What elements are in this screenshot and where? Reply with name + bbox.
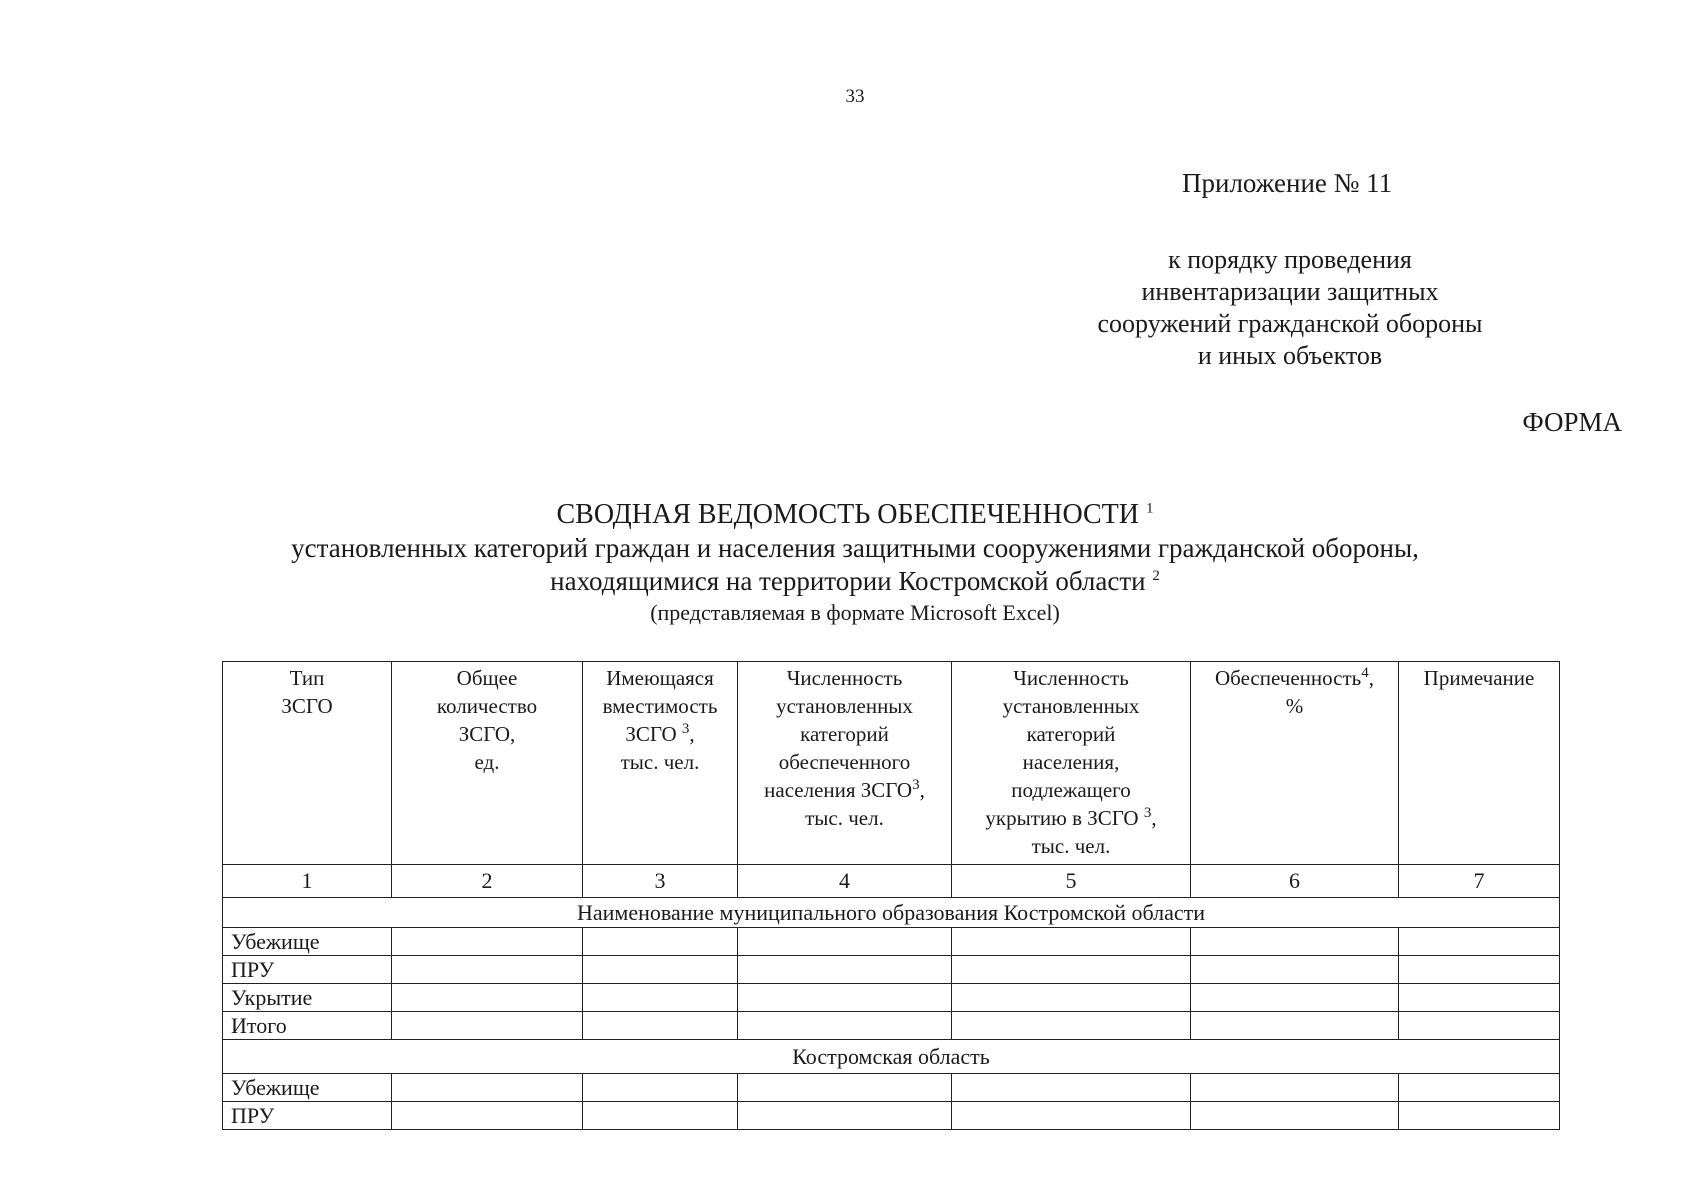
column-number: 2 — [392, 865, 583, 898]
table-cell — [738, 956, 952, 984]
row-label: Убежище — [223, 1074, 392, 1102]
header-text: населения, — [1022, 750, 1120, 774]
header-provision-percent — [1191, 662, 1399, 865]
table-cell — [583, 1012, 738, 1040]
row-label: Укрытие — [223, 984, 392, 1012]
header-total-count — [392, 662, 583, 865]
header-text: тыс. чел. — [620, 750, 700, 774]
table-cell — [1191, 1102, 1399, 1130]
appendix-reference — [1030, 244, 1550, 372]
document-title-block — [0, 498, 1692, 628]
header-text — [1195, 664, 1394, 692]
header-text: Численность — [1013, 666, 1129, 690]
table-cell — [1191, 1012, 1399, 1040]
header-text: Численность — [786, 666, 903, 690]
section-header-row — [223, 898, 1560, 928]
page-number: 33 — [845, 86, 865, 107]
table-cell — [1399, 928, 1560, 956]
header-text: ед. — [474, 750, 500, 774]
header-text: Общее — [456, 666, 518, 690]
header-provided-population — [738, 662, 952, 865]
header-text: Примечание — [1423, 666, 1535, 690]
section-title: Наименование муниципального образования Костромской области — [223, 898, 1560, 928]
table-cell — [392, 1074, 583, 1102]
header-text: Тип — [289, 666, 325, 690]
table-cell — [1191, 1074, 1399, 1102]
header-text-part: , — [1151, 806, 1157, 830]
footnote-marker: 3 — [681, 721, 690, 737]
header-text — [587, 720, 733, 748]
table-row — [223, 956, 1560, 984]
table-cell — [952, 984, 1191, 1012]
document-title-text: СВОДНАЯ ВЕДОМОСТЬ ОБЕСПЕЧЕННОСТИ — [556, 499, 1140, 530]
table-row — [223, 1102, 1560, 1130]
table-cell — [952, 1012, 1191, 1040]
column-number: 6 — [1191, 865, 1399, 898]
column-number: 3 — [583, 865, 738, 898]
column-number: 7 — [1399, 865, 1560, 898]
document-title — [0, 498, 1692, 532]
column-number: 4 — [738, 865, 952, 898]
header-text: ЗСГО, — [458, 722, 516, 746]
table-cell — [1399, 984, 1560, 1012]
column-number: 1 — [223, 865, 392, 898]
header-capacity — [583, 662, 738, 865]
table-header-row — [223, 662, 1560, 865]
header-text: тыс. чел. — [1031, 834, 1111, 858]
table-row — [223, 928, 1560, 956]
header-text: категорий — [1026, 722, 1116, 746]
header-text: категорий — [800, 722, 889, 746]
table-cell — [392, 1102, 583, 1130]
footnote-marker: 3 — [912, 777, 920, 793]
document-subtitle-text: находящимися на территории Костромской области — [550, 566, 1146, 596]
header-text-part: ЗСГО — [625, 722, 677, 746]
header-text: % — [1285, 694, 1304, 718]
table-cell — [583, 928, 738, 956]
table-cell — [1191, 956, 1399, 984]
header-text-part: , — [689, 722, 695, 746]
header-note — [1399, 662, 1560, 865]
table-cell — [583, 984, 738, 1012]
format-note: (представляемая в формате Microsoft Excel) — [650, 600, 1060, 625]
table-cell — [392, 928, 583, 956]
table-cell — [392, 956, 583, 984]
appendix-reference-line: и иных объектов — [1197, 341, 1383, 370]
header-text: подлежащего — [1011, 778, 1131, 802]
table-cell — [1191, 928, 1399, 956]
table-cell — [583, 1074, 738, 1102]
table-cell — [952, 1074, 1191, 1102]
table-cell — [1399, 1012, 1560, 1040]
table-row — [223, 1074, 1560, 1102]
appendix-title: Приложение № 11 — [1182, 168, 1393, 198]
section-header-row — [223, 1040, 1560, 1074]
table-cell — [738, 928, 952, 956]
table-cell — [392, 1012, 583, 1040]
header-text: установленных — [776, 694, 913, 718]
header-population-to-shelter — [952, 662, 1191, 865]
table-cell — [583, 1102, 738, 1130]
appendix-reference-line: инвентаризации защитных — [1141, 277, 1439, 306]
table-cell — [738, 1012, 952, 1040]
table-row — [223, 984, 1560, 1012]
header-text: обеспеченного — [778, 750, 911, 774]
table-cell — [738, 1074, 952, 1102]
row-label: ПРУ — [223, 956, 392, 984]
header-text — [956, 804, 1186, 832]
header-text: Имеющаяся — [606, 666, 714, 690]
table-cell — [952, 928, 1191, 956]
table-cell — [1399, 1074, 1560, 1102]
header-text — [742, 776, 947, 804]
header-text-part: укрытию в ЗСГО — [985, 806, 1139, 830]
column-number-row — [223, 865, 1560, 898]
table-cell — [392, 984, 583, 1012]
header-text: вместимость — [602, 694, 718, 718]
table-cell — [952, 1102, 1191, 1130]
footnote-marker: 3 — [1143, 805, 1152, 821]
footnote-marker: 1 — [1146, 500, 1154, 517]
section-title: Костромская область — [223, 1040, 1560, 1074]
header-text: установленных — [1002, 694, 1140, 718]
table-cell — [952, 956, 1191, 984]
header-text: ЗСГО — [281, 694, 333, 718]
header-text-part: населения ЗСГО — [764, 778, 913, 802]
row-label: Итого — [223, 1012, 392, 1040]
form-label: ФОРМА — [1522, 407, 1622, 437]
row-label: ПРУ — [223, 1102, 392, 1130]
header-text: тыс. чел. — [805, 806, 884, 830]
header-text: количество — [436, 694, 538, 718]
row-label: Убежище — [223, 928, 392, 956]
footnote-marker: 2 — [1152, 568, 1160, 584]
table-row — [223, 1012, 1560, 1040]
header-text-part: Обеспеченность — [1215, 666, 1362, 690]
header-zsgo-type — [223, 662, 392, 865]
summary-table — [222, 661, 1560, 1130]
table-cell — [738, 1102, 952, 1130]
table-cell — [738, 984, 952, 1012]
document-subtitle-line: установленных категорий граждан и населения защитными сооружениями гражданской обороны, — [291, 533, 1419, 563]
table-cell — [1399, 1102, 1560, 1130]
table-cell — [1191, 984, 1399, 1012]
document-subtitle-line — [0, 565, 1692, 598]
table-cell — [583, 956, 738, 984]
header-text-part: , — [1368, 666, 1374, 690]
footnote-marker: 4 — [1361, 665, 1369, 681]
column-number: 5 — [952, 865, 1191, 898]
appendix-reference-line: к порядку проведения — [1168, 245, 1412, 274]
appendix-reference-line: сооружений гражданской обороны — [1097, 309, 1483, 338]
table-cell — [1399, 956, 1560, 984]
header-text-part: , — [919, 778, 925, 802]
